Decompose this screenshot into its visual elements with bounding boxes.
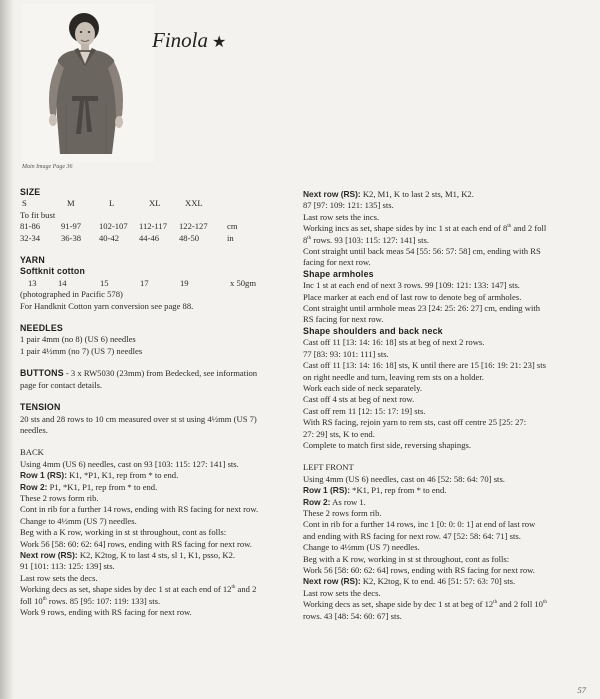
instruction-line: These 2 rows form rib.	[303, 507, 382, 518]
yarn-heading: YARN	[20, 255, 45, 266]
row-label: Row 1 (RS):	[303, 485, 350, 496]
tension-line: 20 sts and 28 rows to 10 cm measured over st st using 4½mm (US 7)	[20, 413, 257, 424]
text-part: and 2 foll 10	[497, 599, 543, 610]
instruction-line: 27: 29] sts, K to end.	[303, 428, 375, 439]
buttons-heading: BUTTONS	[20, 368, 64, 379]
text-part: Working decs as set, shape sides by dec 1 st at each end of 12	[20, 584, 232, 595]
instruction-line: Cast off 11 [13: 14: 16: 18] sts at beg of next 2 rows.	[303, 337, 485, 348]
instruction-line: Work each side of neck separately.	[303, 382, 423, 393]
row-label: Row 2:	[303, 496, 331, 507]
row-label: Next row (RS):	[20, 549, 78, 560]
bust-cm-unit: cm	[227, 221, 238, 232]
yarn-photo-note: (photographed in Pacific 578)	[20, 289, 123, 300]
yarn-amount: 13	[28, 277, 37, 288]
instruction-line: rows. 43 [48: 54: 60: 67] sts.	[303, 610, 402, 621]
row-text: As row 1.	[330, 496, 366, 507]
superscript: th	[307, 235, 312, 241]
bust-cm-value: 81-86	[20, 221, 41, 232]
instruction-line: Cont straight until back meas 54 [55: 56: 57: 58] cm, ending with RS	[303, 246, 541, 257]
bust-in-value: 32-34	[20, 232, 41, 243]
bust-in-value: 36-38	[61, 232, 82, 243]
instruction-line: Cont in rib for a further 14 rows, inc 1 [0: 0: 0: 1] at end of last row	[303, 519, 536, 530]
instruction-line: and ending with RS facing for next row. 47 [52: 58: 64: 71] sts.	[303, 530, 521, 541]
row-text: K2, K2tog, K to end. 46 [51: 57: 63: 70] sts.	[360, 576, 516, 587]
instruction-line: Last row sets the decs.	[303, 587, 381, 598]
instruction-line: 91 [101: 113: 125: 139] sts.	[20, 561, 115, 572]
instruction-line: RS facing for next row.	[303, 314, 384, 325]
instruction-line: Using 4mm (US 6) needles, cast on 46 [52: 58: 64: 70] sts.	[303, 473, 505, 484]
row-label: Next row (RS):	[303, 576, 361, 587]
yarn-unit: x 50gm	[230, 277, 257, 288]
page-number: 57	[577, 685, 586, 695]
bust-cm-value: 112-117	[139, 221, 168, 232]
model-photo	[22, 4, 154, 162]
instruction-line	[303, 223, 585, 234]
instruction-line	[20, 550, 288, 561]
instruction-line: Cast off 4 sts at beg of next row.	[303, 394, 415, 405]
instruction-line: Work 56 [58: 60: 62: 64] rows, ending with RS facing for next row.	[303, 565, 535, 575]
instruction-line: 77 [83: 93: 101: 111] sts.	[303, 348, 389, 359]
instruction-line: With RS facing, rejoin yarn to rem sts, cast off centre 25 [25: 27:	[303, 417, 527, 428]
bust-in-value: 44-46	[139, 232, 160, 243]
instruction-line: These 2 rows form rib.	[20, 492, 99, 503]
pattern-title	[152, 28, 226, 53]
text-part: and 2	[235, 584, 257, 595]
instruction-line: Cast off rem 11 [12: 15: 17: 19] sts.	[303, 405, 426, 416]
yarn-name: Softknit cotton	[20, 266, 86, 277]
row-label: Next row (RS):	[303, 189, 361, 199]
text-part: and 2 foll	[511, 223, 547, 234]
instruction-line: on right needle and turn, leaving rem sts on a holder.	[303, 371, 484, 382]
instruction-line: 87 [97: 109: 121: 135] sts.	[303, 200, 394, 211]
instruction-line	[303, 599, 585, 610]
instruction-line	[303, 189, 585, 200]
instruction-line: Inc 1 st at each end of next 3 rows. 99 [109: 121: 133: 147] sts.	[303, 280, 520, 291]
superscript: th	[493, 600, 498, 606]
text-part: foll 10	[20, 595, 43, 606]
left-front-heading: LEFT FRONT	[303, 462, 354, 473]
row-text: P1, *K1, P1, rep from * to end.	[47, 481, 158, 492]
buttons-text: - 3 x RW5030 (23mm) from Bedecked, see information	[63, 368, 258, 379]
instruction-line: Cast off 11 [13: 14: 16: 18] sts, K until there are 15 [16: 19: 21: 23] sts	[303, 360, 546, 371]
row-text: K2, M1, K to last 2 sts, M1, K2.	[360, 189, 474, 199]
needles-line: 1 pair 4½mm (no 7) (US 7) needles	[20, 345, 143, 356]
instruction-line	[303, 485, 585, 496]
text-part: Working incs as set, shape sides by inc 1 st at each end of 8	[303, 223, 508, 234]
instruction-line: Change to 4½mm (US 7) needles.	[20, 515, 137, 526]
tension-line: needles.	[20, 424, 48, 435]
instruction-line	[303, 576, 585, 587]
needles-line: 1 pair 4mm (no 8) (US 6) needles	[20, 334, 136, 345]
shoulders-heading: Shape shoulders and back neck	[303, 325, 443, 336]
needles-heading: NEEDLES	[20, 323, 63, 334]
yarn-amount: 17	[140, 277, 149, 288]
row-text: K1, *P1, K1, rep from * to end.	[67, 470, 179, 481]
size-label: L	[109, 198, 115, 209]
row-label: Row 1 (RS):	[20, 470, 67, 481]
instruction-line: Last row sets the incs.	[303, 211, 380, 222]
photo-caption: Main Image Page 36	[22, 164, 73, 170]
instruction-line: Work 56 [58: 60: 62: 64] rows, ending with RS facing for next row.	[20, 538, 252, 549]
left-column	[20, 187, 288, 618]
yarn-amounts-row	[20, 278, 288, 289]
yarn-amount: 15	[100, 277, 109, 288]
right-column	[303, 189, 585, 622]
size-heading: SIZE	[20, 187, 41, 197]
book-spine-shadow	[0, 0, 14, 699]
instruction-line: Last row sets the decs.	[20, 572, 98, 583]
instruction-line: Cont in rib for a further 14 rows, ending with RS facing for next row.	[20, 504, 259, 515]
yarn-amount: 19	[180, 277, 189, 288]
bust-cm-row	[20, 221, 288, 232]
superscript: th	[507, 224, 512, 230]
superscript: th	[542, 600, 547, 606]
text-part: rows. 85 [95: 107: 119: 133] sts.	[46, 595, 161, 606]
row-text: *K1, P1, rep from * to end.	[350, 485, 447, 496]
instruction-line: Using 4mm (US 6) needles, cast on 93 [103: 115: 127: 141] sts.	[20, 458, 239, 469]
bust-cm-value: 102-107	[99, 221, 128, 232]
instruction-line	[20, 596, 288, 607]
row-text: K2, K2tog, K to last 4 sts, sl 1, K1, psso, K2.	[77, 549, 236, 560]
difficulty-star-icon: ★	[212, 34, 227, 51]
size-label: S	[22, 198, 27, 209]
bust-in-value: 40-42	[99, 232, 120, 243]
instruction-line	[303, 235, 585, 246]
instruction-line: facing for next row.	[303, 257, 371, 268]
size-label: XXL	[185, 198, 203, 209]
buttons-text-2: page for contact details.	[20, 379, 103, 390]
text-part: 8	[303, 234, 308, 245]
instruction-line	[20, 482, 288, 493]
bust-cm-value: 91-97	[61, 221, 82, 232]
yarn-amount: 14	[58, 277, 67, 288]
size-label: M	[67, 198, 75, 209]
instruction-line: Complete to match first side, reversing shapings.	[303, 439, 472, 450]
text-part: Working decs as set, shape side by dec 1 st at beg of 12	[303, 599, 494, 610]
instruction-line	[20, 584, 288, 595]
armholes-heading: Shape armholes	[303, 268, 374, 279]
bust-in-unit: in	[227, 232, 234, 243]
size-label: XL	[149, 198, 161, 209]
instruction-line: Place marker at each end of last row to denote beg of armholes.	[303, 291, 522, 302]
text-part: rows. 93 [103: 115: 127: 141] sts.	[311, 234, 430, 245]
bust-in-value: 48-50	[179, 232, 200, 243]
instruction-line: Change to 4½mm (US 7) needles.	[303, 542, 420, 553]
instruction-line: Beg with a K row, working in st st throughout, cont as folls:	[303, 553, 510, 564]
pattern-title-text: Finola	[152, 28, 208, 52]
yarn-conversion-note: For Handknit Cotton yarn conversion see page 88.	[20, 300, 194, 311]
back-heading: BACK	[20, 447, 44, 458]
instruction-line: Cont straight until armhole meas 23 [24: 25: 26: 27] cm, ending with	[303, 303, 541, 314]
size-labels-row	[20, 198, 288, 209]
instruction-line	[20, 470, 288, 481]
bust-in-row	[20, 233, 288, 244]
instruction-line: Work 9 rows, ending with RS facing for next row.	[20, 607, 192, 617]
fit-label: To fit bust	[20, 209, 56, 220]
superscript: th	[231, 585, 236, 591]
instruction-line: Beg with a K row, working in st st throughout, cont as folls:	[20, 527, 227, 538]
superscript: th	[42, 596, 47, 602]
tension-heading: TENSION	[20, 402, 61, 413]
buttons-line	[20, 368, 288, 379]
instruction-line	[303, 497, 585, 508]
row-label: Row 2:	[20, 481, 48, 492]
bust-cm-value: 122-127	[179, 221, 208, 232]
